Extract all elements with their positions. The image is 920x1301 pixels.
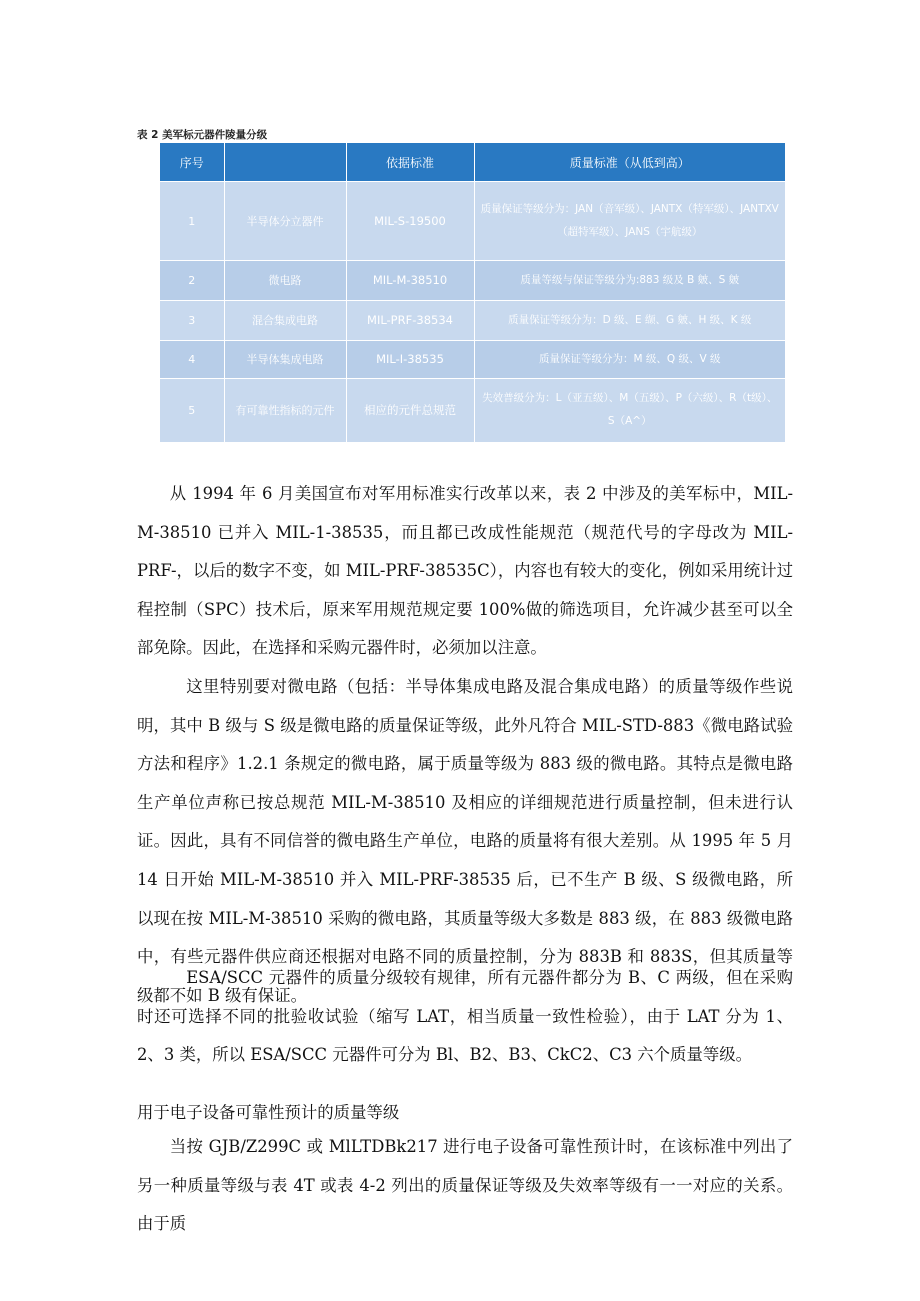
cell-no: 1 — [160, 182, 224, 261]
cell-no: 2 — [160, 261, 224, 301]
cell-no: 3 — [160, 301, 224, 341]
cell-quality: 质量等级与保证等级分为:883 级及 B 皴、S 皴 — [474, 261, 785, 301]
cell-quality: 质量保证等级分为：D 级、E 缬、G 皴、H 级、K 级 — [474, 301, 785, 341]
cell-standard: MIL-PRF-38534 — [346, 301, 474, 341]
paragraph-reform: 从 1994 年 6 月美国宣布对军用标准实行改革以来，表 2 中涉及的美军标中，MIL-M-38510 已并入 MIL-1-38535，而且都已改成性能规范（规范代号的字母改为 MIL-PRF-，以后的数字不变，如 MIL-PRF-38535C），内容也有较大的变化，例如采用统计过程控制（SPC）技术后，原来军用规范规定要 100%做的筛选项目，允许减少甚至可以全部免除。因此，在选择和采购元器件时，必须加以注意。 — [137, 484, 793, 658]
cell-standard: MIL-M-38510 — [346, 261, 474, 301]
table-header-row — [160, 143, 785, 182]
cell-quality: 质量保证等级分为：JAN（音军级）、JANTX（特军级）、JANTXV（超特军级）、JANS（宇航级） — [474, 182, 785, 261]
cell-quality: 失效普级分为：L（亚五级）、M（五级）、P（六级）、R（t级）、S（A^） — [474, 379, 785, 442]
table-caption: 表 2 美军标元器件陵量分级 — [137, 129, 268, 141]
cell-no: 4 — [160, 341, 224, 379]
header-no: 序号 — [160, 143, 224, 182]
cell-name: 微电路 — [224, 261, 346, 301]
cell-name: 半导体分立器件 — [224, 182, 346, 261]
cell-name: 有可靠性指标的元件 — [224, 379, 346, 442]
cell-standard: MIL-I-38535 — [346, 341, 474, 379]
paragraph-esa-scc: ESA/SCC 元器件的质量分级较有规律，所有元器件都分为 B、C 两级，但在采购时还可选择不同的批验收试验（缩写 LAT，相当质量一致性检验），由于 LAT 分为 1、2、3 类，所以 ESA/SCC 元器件可分为 Bl、B2、B3、CkC2、C3 六个质量等级。 — [137, 968, 793, 1065]
cell-name: 半导体集成电路 — [224, 341, 346, 379]
paragraph-microcircuit: 这里特别要对微电路（包括：半导体集成电路及混合集成电路）的质量等级作些说明，其中 B 级与 S 级是微电路的质量保证等级，此外凡符合 MIL-STD-883《微电路试验方法和程序》1.2.1 条规定的微电路，属于质量等级为 883 级的微电路。其特点是微电路生产单位声称已按总规范 MIL-M-38510 及相应的详细规范进行质量控制，但未进行认证。因此，具有不同信誉的微电路生产单位，电路的质量将有很大差别。从 1995 年 5 月 14 日开始 MIL-M-38510 并入 MIL-PRF-38535 后，已不生产 B 级、S 级微电路，所以现在按 MIL-M-38510 采购的微电路，其质量等级大多数是 883 级，在 883 级微电路中，有些元器件供应商还根据对电路不同的质量控制，分为 883B 和 883S，但其质量等级都不如 B 级有保证。 — [137, 677, 793, 1005]
header-standard: 依据标准 — [346, 143, 474, 182]
cell-standard: MIL-S-19500 — [346, 182, 474, 261]
table-row — [160, 341, 785, 379]
cell-quality: 质量保证等级分为：M 级、Q 级、V 级 — [474, 341, 785, 379]
table-row — [160, 182, 785, 261]
quality-grade-table — [160, 143, 785, 442]
cell-name: 混合集成电路 — [224, 301, 346, 341]
section-heading: 用于电子设备可靠性预计的质量等级 — [137, 1103, 400, 1122]
cell-standard: 相应的元件总规范 — [346, 379, 474, 442]
table-row — [160, 301, 785, 341]
table-row — [160, 261, 785, 301]
header-quality: 质量标准（从低到高） — [474, 143, 785, 182]
paragraph-prediction: 当按 GJB/Z299C 或 MlLTDBk217 进行电子设备可靠性预计时，在该标准中列出了另一种质量等级与表 4T 或表 4-2 列出的质量保证等级及失效率等级有一一对应的关系。由于质 — [137, 1137, 793, 1234]
cell-no: 5 — [160, 379, 224, 442]
table-row — [160, 379, 785, 442]
header-category — [224, 143, 346, 182]
